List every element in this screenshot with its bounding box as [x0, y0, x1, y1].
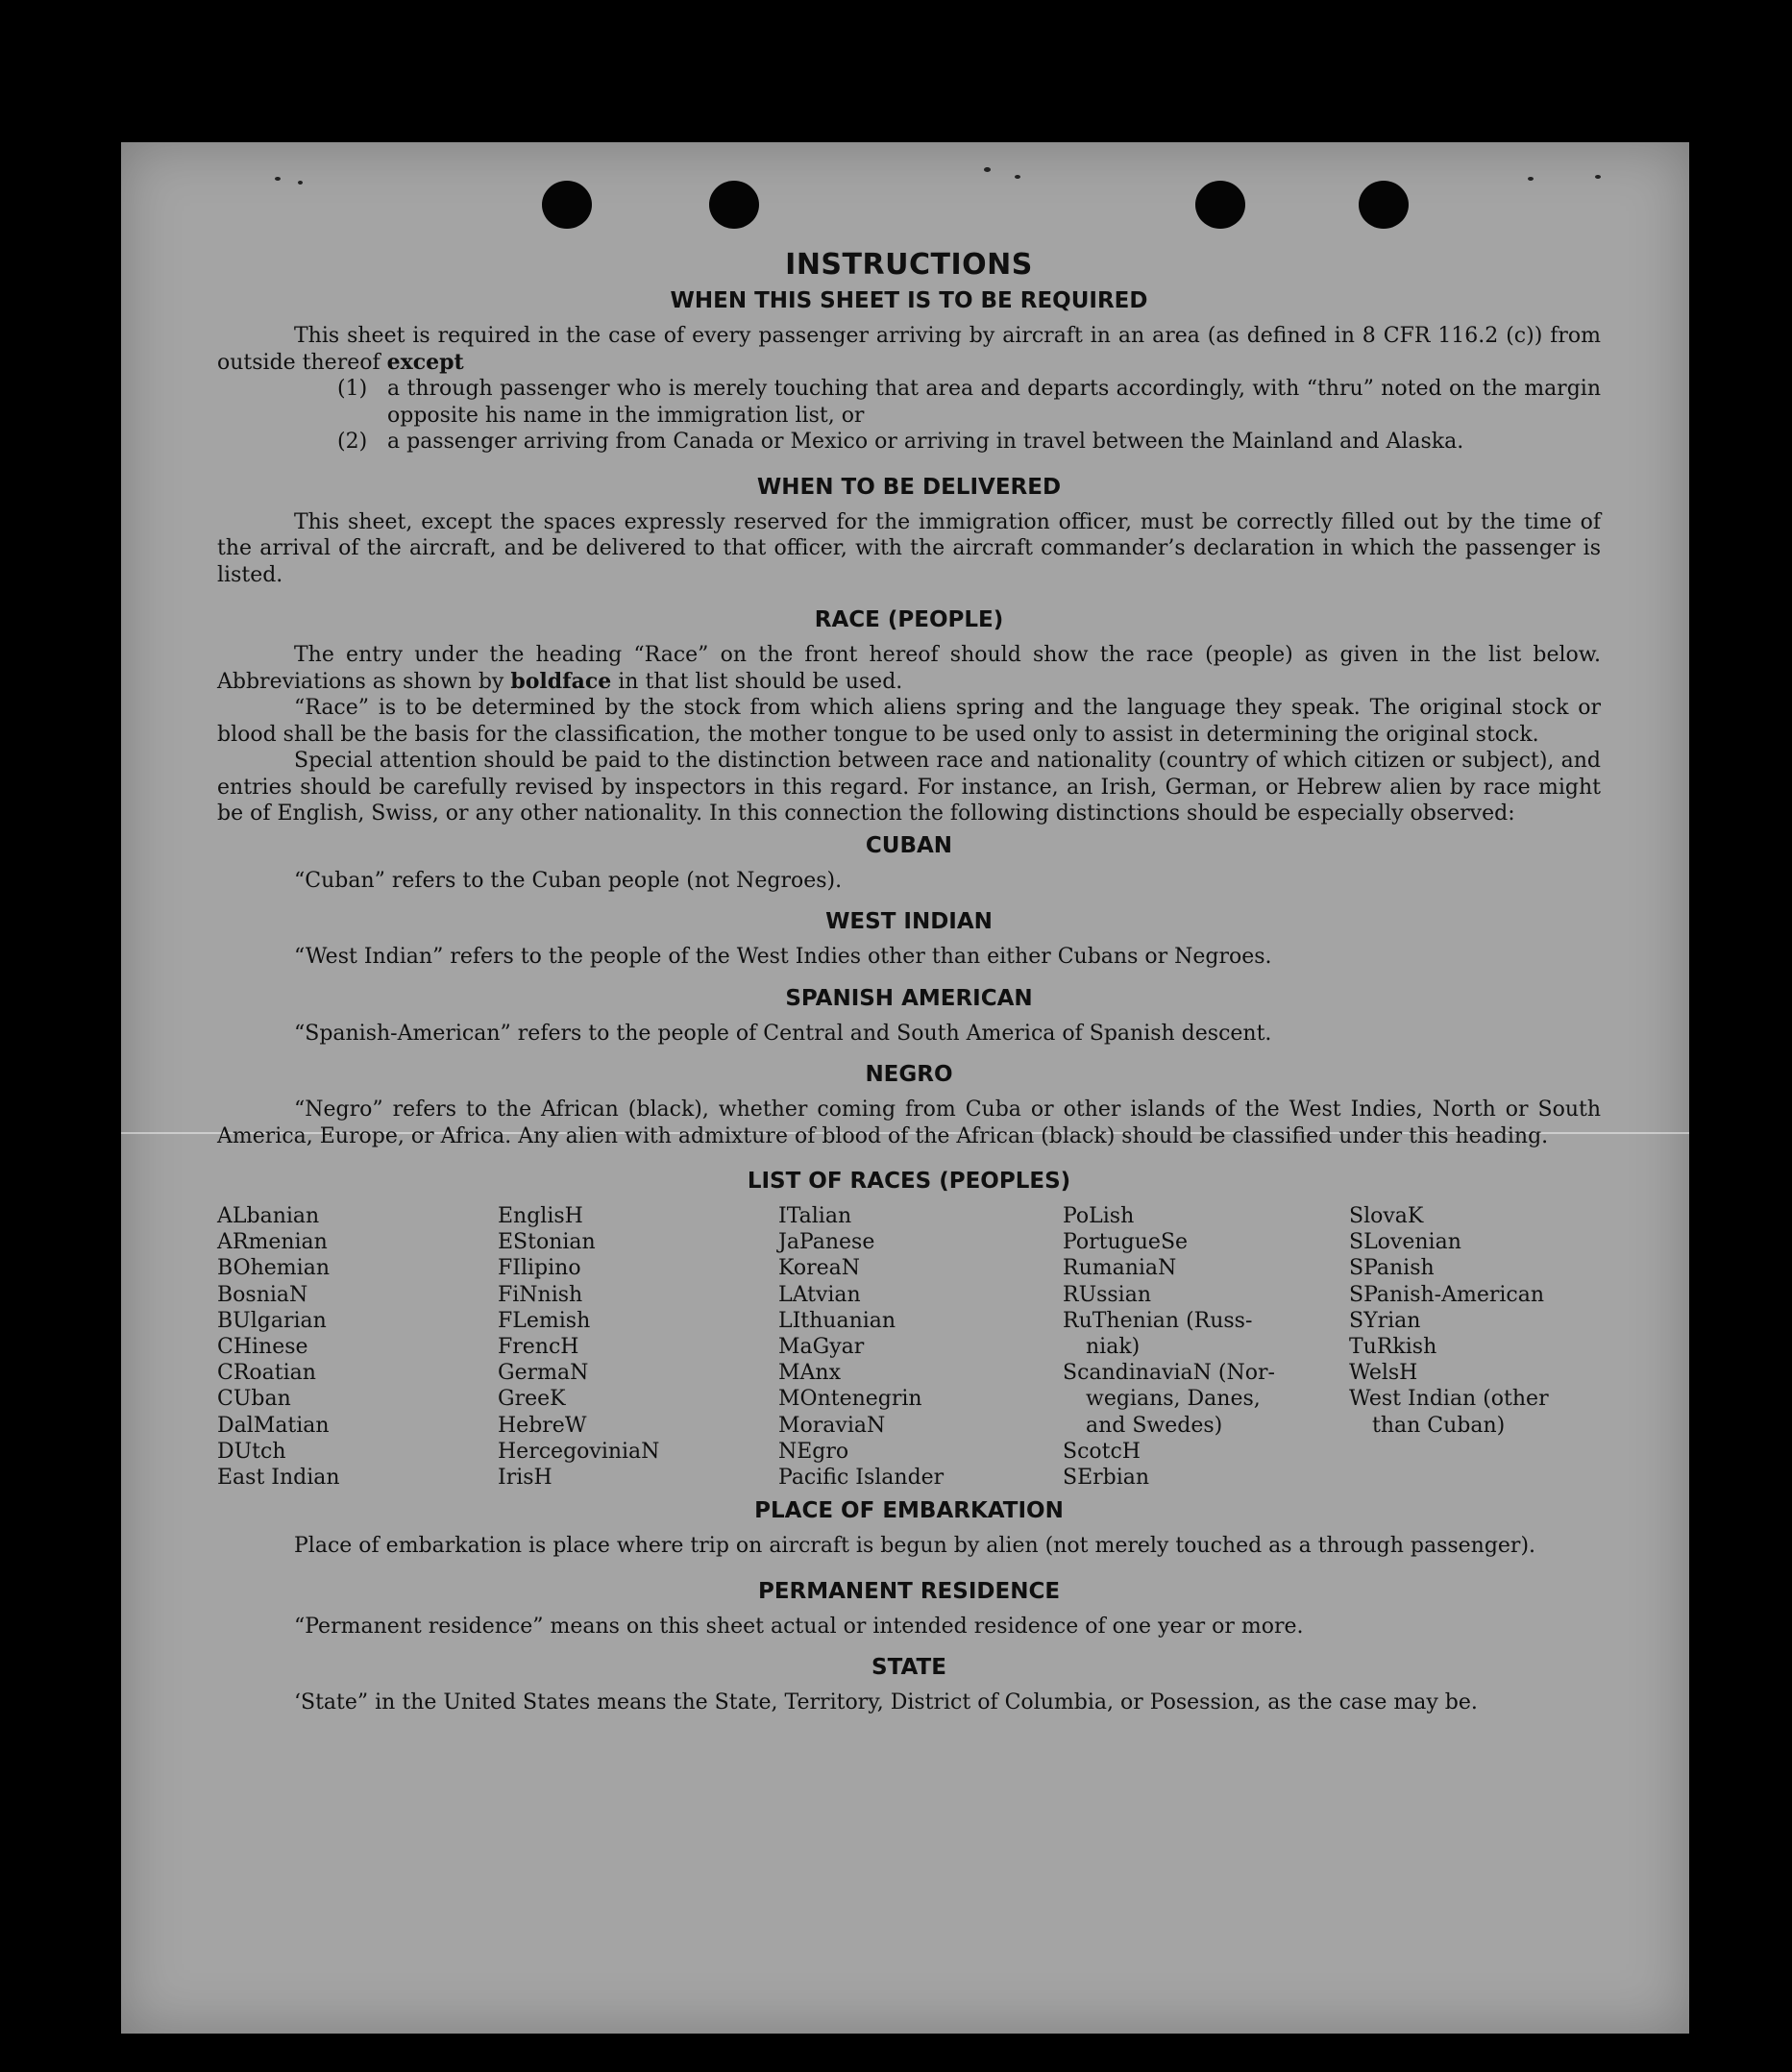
- race-entry: TuRkish: [1349, 1335, 1437, 1360]
- speck: [1015, 175, 1020, 179]
- race-entry: MOntenegrin: [778, 1387, 922, 1412]
- race-entry: niak): [1086, 1335, 1141, 1360]
- when-required-intro: This sheet is required in the case of every passenger arriving by aircraft in an area (as defined in 8 CFR 116.2 (c)) from outside thereof except: [217, 324, 1601, 375]
- punch-hole: [542, 181, 592, 229]
- race-entry: SPanish: [1349, 1256, 1435, 1281]
- race-entry: JaPanese: [778, 1230, 875, 1255]
- race-entry: GreeK: [498, 1387, 566, 1412]
- race-paragraph-3: Special attention should be paid to the distinction between race and nationality (country of which citizen or subject), and entries should be carefully revised by inspectors in this regard. For instance, an Irish, German, or Hebrew alien by race might be of English, Swiss, or any other nationality. In this connection the following distinctions should be especially observed:: [217, 749, 1601, 826]
- speck: [298, 181, 303, 185]
- race-entry: SErbian: [1063, 1466, 1150, 1491]
- race-entry: GermaN: [498, 1361, 589, 1386]
- races-column: [1349, 1203, 1601, 1491]
- embarkation-text: Place of embarkation is place where trip on aircraft is begun by alien (not merely touched as a through passenger).: [294, 1534, 1536, 1559]
- residence-heading: PERMANENT RESIDENCE: [757, 1578, 1061, 1604]
- race-entry: FLemish: [498, 1308, 591, 1333]
- speck: [1528, 177, 1534, 181]
- races-column: [1063, 1203, 1349, 1491]
- race-entry: SYrian: [1349, 1308, 1421, 1333]
- punch-hole: [1359, 181, 1409, 229]
- race-entry: PoLish: [1063, 1204, 1135, 1228]
- race-entry: EStonian: [498, 1230, 596, 1255]
- race-entry: PortugueSe: [1063, 1230, 1189, 1255]
- negro-heading: NEGRO: [865, 1062, 953, 1087]
- embarkation-heading: PLACE OF EMBARKATION: [754, 1498, 1064, 1524]
- when-delivered-heading: WHEN TO BE DELIVERED: [756, 474, 1062, 500]
- race-entry: SlovaK: [1349, 1204, 1424, 1228]
- race-entry: RUssian: [1063, 1282, 1152, 1307]
- race-entry: Pacific Islander: [778, 1466, 945, 1491]
- speck: [1595, 175, 1601, 179]
- races-list: [217, 1203, 1601, 1491]
- race-entry: CHinese: [217, 1335, 308, 1360]
- page-title: INSTRUCTIONS: [785, 248, 1033, 282]
- race-entry: ITalian: [778, 1204, 852, 1228]
- race-entry: IrisH: [498, 1466, 552, 1491]
- spanish-american-text: “Spanish-American” refers to the people of Central and South America of Spanish descent.: [294, 1021, 1272, 1046]
- race-entry: RuThenian (Russ-: [1063, 1308, 1253, 1333]
- race-entry: LAtvian: [778, 1282, 861, 1307]
- race-entry: and Swedes): [1086, 1413, 1223, 1438]
- race-entry: East Indian: [217, 1466, 340, 1491]
- race-entry: DUtch: [217, 1439, 286, 1464]
- race-entry: NEgro: [778, 1439, 849, 1464]
- punch-hole: [1195, 181, 1245, 229]
- race-entry: MAnx: [778, 1361, 841, 1386]
- race-entry: BOhemian: [217, 1256, 330, 1281]
- race-entry: West Indian (other: [1349, 1387, 1549, 1412]
- negro-text: “Negro” refers to the African (black), whether coming from Cuba or other islands of the West Indies, North or South America, Europe, or Africa. Any alien with admixture of blood of the African (black) should be classified under this heading.: [217, 1098, 1601, 1148]
- race-entry: MaGyar: [778, 1335, 865, 1360]
- race-entry: EnglisH: [498, 1204, 583, 1228]
- state-heading: STATE: [871, 1655, 946, 1681]
- exception-item: (2) a passenger arriving from Canada or Mexico or arriving in travel between the Mainland and Alaska.: [337, 430, 1464, 454]
- race-entry: ALbanian: [217, 1204, 320, 1228]
- race-heading: RACE (PEOPLE): [814, 607, 1004, 632]
- race-entry: HebreW: [498, 1413, 587, 1438]
- state-text: ‘State” in the United States means the State, Territory, District of Columbia, or Posession, as the case may be.: [294, 1690, 1478, 1715]
- cuban-heading: CUBAN: [865, 832, 953, 858]
- race-entry: DalMatian: [217, 1413, 330, 1438]
- race-paragraph-2: “Race” is to be determined by the stock from which aliens spring and the language they speak. The original stock or blood shall be the basis for the classification, the mother tongue to be used only to assist in determining the original stock.: [217, 696, 1601, 747]
- exception-item: (1) a through passenger who is merely touching that area and departs accordingly, with “thru” noted on the margin opposite his name in the immigration list, or: [337, 377, 1601, 428]
- race-entry: SLovenian: [1349, 1230, 1461, 1255]
- speck: [984, 167, 991, 172]
- race-entry: than Cuban): [1372, 1413, 1506, 1438]
- punch-hole: [709, 181, 759, 229]
- race-entry: BUlgarian: [217, 1308, 327, 1333]
- when-required-heading: WHEN THIS SHEET IS TO BE REQUIRED: [670, 288, 1148, 313]
- races-column: [217, 1203, 498, 1491]
- race-entry: RumaniaN: [1063, 1256, 1177, 1281]
- race-entry: FrencH: [498, 1335, 579, 1360]
- exception-list: [337, 376, 1601, 456]
- race-entry: ScotcH: [1063, 1439, 1141, 1464]
- west-indian-heading: WEST INDIAN: [825, 909, 993, 934]
- race-entry: ScandinaviaN (Nor-: [1063, 1361, 1275, 1386]
- document-sheet: [121, 142, 1689, 2034]
- race-entry: FIlipino: [498, 1256, 581, 1281]
- races-column: [498, 1203, 778, 1491]
- race-entry: FiNnish: [498, 1282, 583, 1307]
- race-entry: CUban: [217, 1387, 291, 1412]
- spanish-american-heading: SPANISH AMERICAN: [785, 985, 1033, 1011]
- race-entry: HercegoviniaN: [498, 1439, 660, 1464]
- race-entry: LIthuanian: [778, 1308, 896, 1333]
- instructions-content: [217, 248, 1601, 1716]
- race-entry: MoraviaN: [778, 1413, 886, 1438]
- race-entry: ARmenian: [217, 1230, 328, 1255]
- race-paragraph-1: The entry under the heading “Race” on the front hereof should show the race (people) as given in the list below. Abbreviations as shown by boldface in that list should be used.: [217, 643, 1601, 694]
- west-indian-text: “West Indian” refers to the people of the West Indies other than either Cubans or Negroes.: [294, 945, 1272, 969]
- race-entry: wegians, Danes,: [1086, 1387, 1261, 1412]
- when-delivered-text: This sheet, except the spaces expressly reserved for the immigration officer, must be correctly filled out by the time of the arrival of the aircraft, and be delivered to that officer, with the aircraft commander’s declaration in which the passenger is listed.: [217, 509, 1601, 587]
- list-of-races-heading: LIST OF RACES (PEOPLES): [747, 1169, 1071, 1194]
- race-entry: BosniaN: [217, 1282, 308, 1307]
- residence-text: “Permanent residence” means on this sheet actual or intended residence of one year or more.: [294, 1614, 1304, 1639]
- race-entry: SPanish-American: [1349, 1282, 1545, 1307]
- cuban-text: “Cuban” refers to the Cuban people (not Negroes).: [294, 868, 843, 893]
- races-column: [778, 1203, 1063, 1491]
- race-entry: WelsH: [1349, 1361, 1418, 1386]
- speck: [275, 177, 281, 181]
- race-entry: KoreaN: [778, 1256, 860, 1281]
- race-entry: CRoatian: [217, 1361, 316, 1386]
